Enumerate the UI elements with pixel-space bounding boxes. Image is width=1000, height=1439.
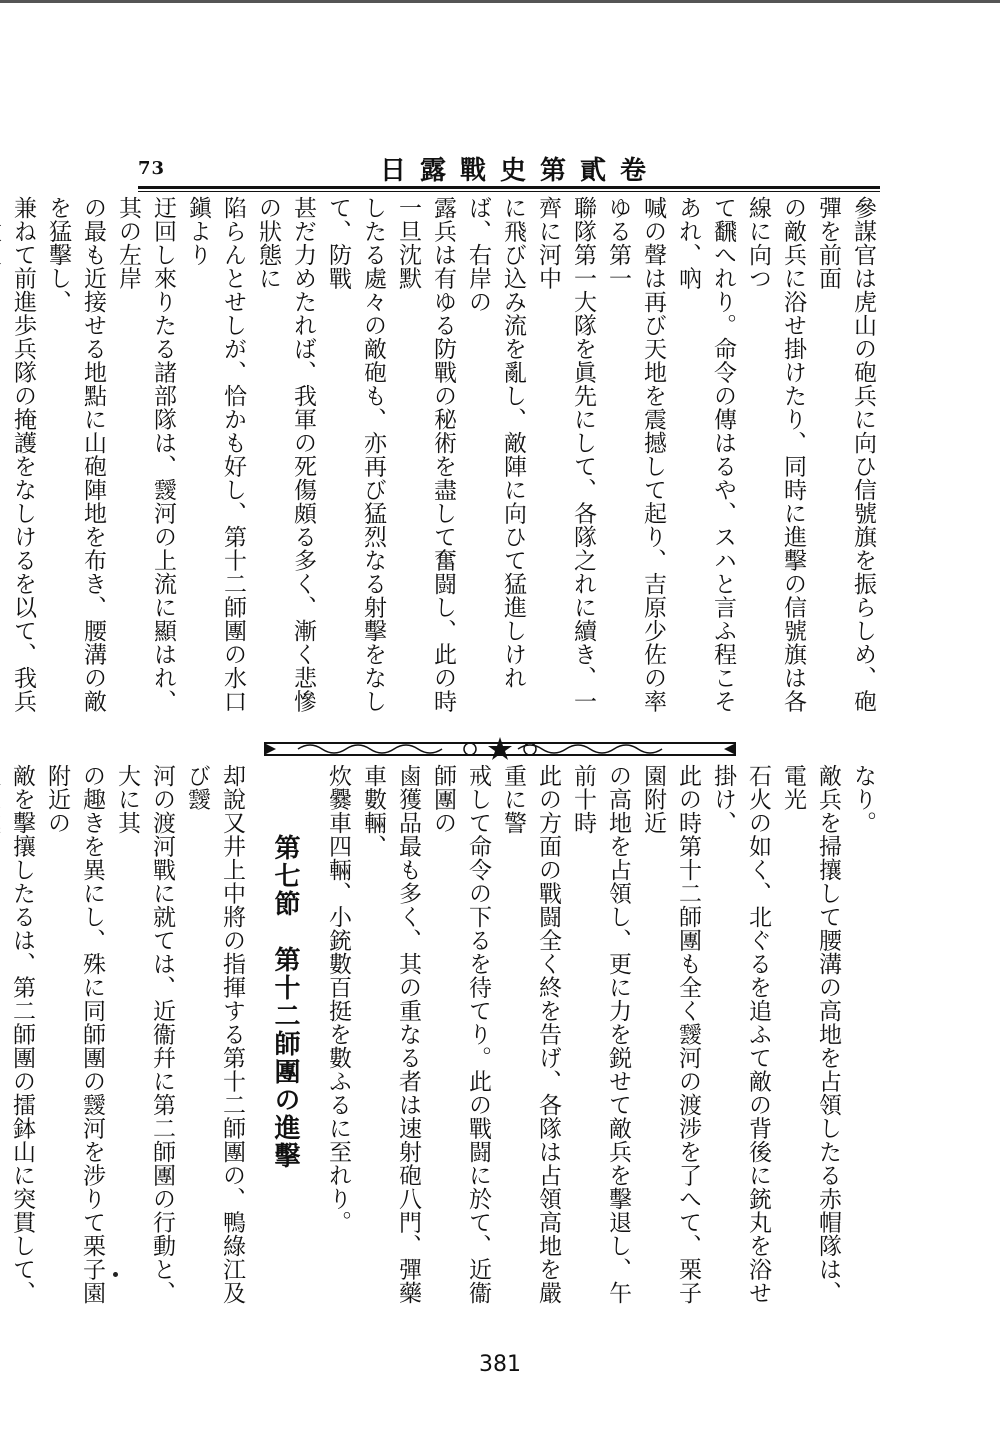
text-column: 甚だ力めたれば、我軍の死傷頗る多く、漸く悲慘の狀態に: [255, 196, 316, 713]
section-title: 第七節 第十二師團の進擊: [270, 834, 300, 1170]
text-column: 戒して命令の下るを待てり。此の戰闘に於て、近衞師團の: [430, 764, 491, 1305]
text-column: 鹵獲品最も多く、其の重なる者は速射砲八門、彈藥車數輛、: [360, 764, 421, 1305]
ornament-divider: [258, 736, 742, 762]
running-head: 日露戰史第貳卷: [380, 156, 661, 186]
text-column: したる處々の敵砲も、亦再び猛烈なる射擊をなして、防戰: [325, 196, 386, 713]
text-column: 炊爨車四輛、小銃數百挺を數ふるに至れり。: [325, 764, 351, 1234]
text-column: の敵兵に浴せ掛けたり、同時に進擊の信號旗は各線に向つ: [745, 196, 806, 713]
text-column: 兼ねて前進歩兵隊の掩護をなしけるを以て、我兵: [10, 196, 36, 713]
lower-text-block: [9, 764, 880, 1306]
text-column: 石火の如く、北ぐるを追ふて敵の背後に銃丸を浴せ掛け、: [710, 764, 771, 1305]
text-column: 敵兵を掃攘して腰溝の高地を占領したる赤帽隊は、電光: [780, 764, 841, 1305]
text-column: 迂回し來りたる諸部隊は、靉河の上流に顯はれ、其の左岸: [115, 196, 176, 713]
header-rule: [138, 186, 880, 189]
text-column: 露兵は有ゆる防戰の秘術を盡して奮闘し、此の時一旦沈默: [395, 196, 456, 713]
text-column: て飜へれり。命令の傳はるや、スハと言ふ程こそあれ、吶: [675, 196, 736, 713]
page-folio: 381: [479, 1352, 521, 1377]
text-column: 聯隊第一大隊を眞先にして、各隊之れに續き、一齊に河中: [535, 196, 596, 713]
text-column: 此の時第十二師團も全く靉河の渡涉を了へて、栗子園附近: [640, 764, 701, 1305]
scan-top-edge: [0, 0, 1000, 3]
header-rule-thin: [138, 191, 880, 192]
text-column: なり。: [850, 764, 876, 835]
text-column: 參謀官は虎山の砲兵に向ひ信號旗を振らしめ、砲彈を前面: [815, 196, 876, 713]
text-column: の高地を占領し、更に力を鋭せて敵兵を擊退し、午前十時: [570, 764, 631, 1305]
text-column: に飛び込み流を亂し、敵陣に向ひて猛進しければ、右岸の: [465, 196, 526, 690]
upper-text-block: [10, 196, 880, 732]
text-column: 陷らんとせしが、恰かも好し、第十二師團の水口鎭より: [185, 196, 246, 713]
text-column: 敵を擊攘したるは、第二師團の擂鉢山に突貫して、: [9, 764, 35, 1305]
ink-speck: [113, 1272, 118, 1277]
page-number: 73: [138, 158, 166, 179]
text-column: 此の方面の戰闘全く終を告げ、各隊は占領高地を嚴重に警: [500, 764, 561, 1305]
text-column: 却說又井上中將の指揮する第十二師團の、鴨綠江及び靉: [184, 764, 245, 1305]
text-column: 河の渡河戰に就ては、近衞幷に第二師團の行動と、大に其: [114, 764, 175, 1305]
text-column: の趣きを異にし、殊に同師團の靉河を涉りて栗子園附近の: [44, 764, 105, 1305]
text-column: の最も近接せる地點に山砲陣地を布き、腰溝の敵を猛擊し、: [45, 196, 106, 713]
text-column: 喊の聲は再び天地を震撼して起り、吉原少佐の率ゆる第一: [605, 196, 666, 713]
